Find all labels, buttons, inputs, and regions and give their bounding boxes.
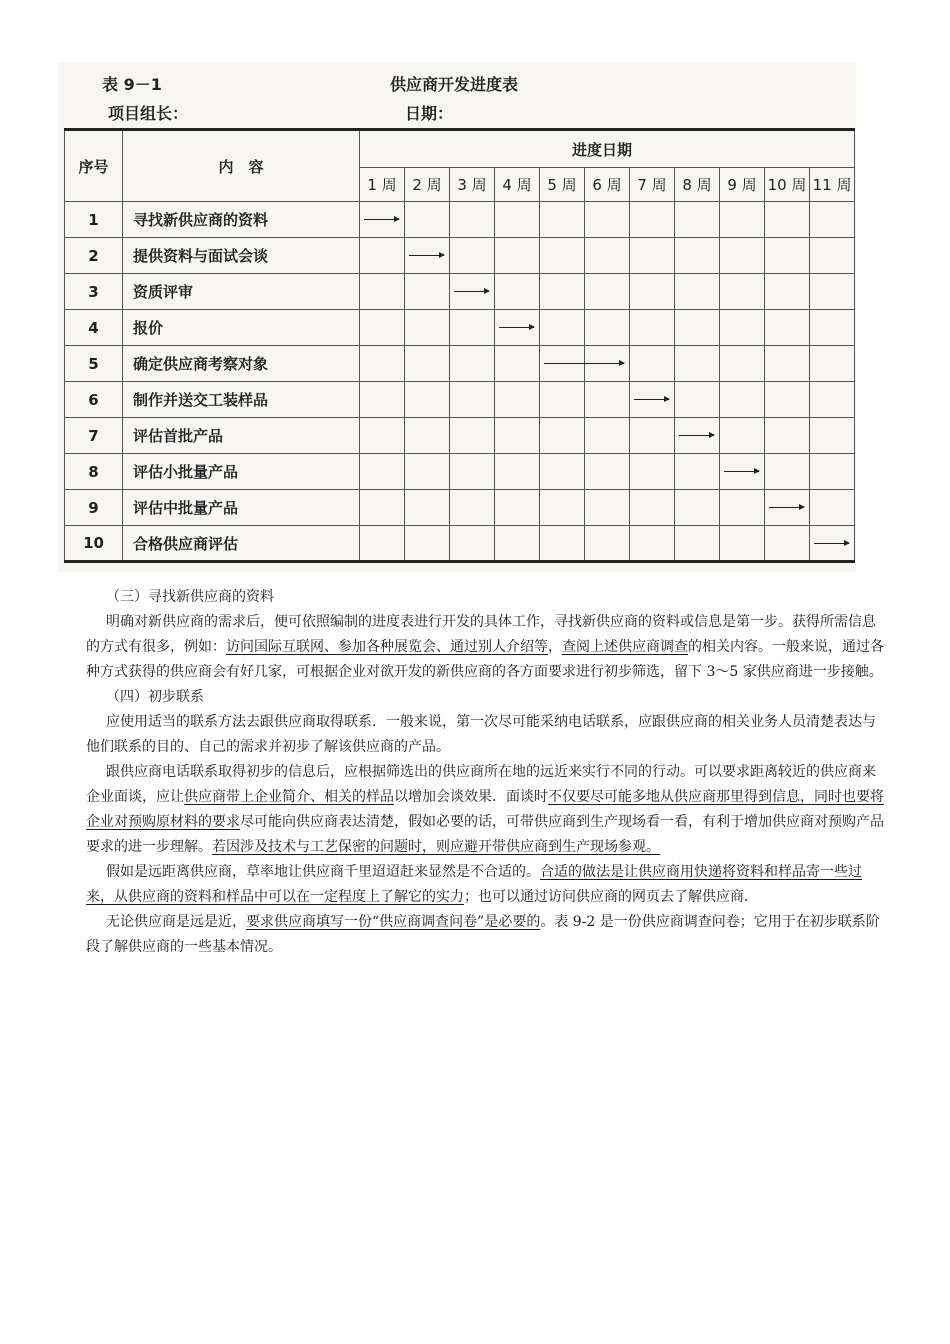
row-task: 评估中批量产品 (123, 490, 360, 526)
row-task: 合格供应商评估 (123, 526, 360, 562)
body-text (86, 585, 886, 960)
week-cell (810, 418, 855, 454)
week-cell (810, 202, 855, 238)
progress-arrow (814, 543, 849, 544)
week-cell (450, 418, 495, 454)
week-cell (720, 490, 765, 526)
week-cell (540, 382, 585, 418)
week-cell (360, 454, 405, 490)
week-cell (630, 202, 675, 238)
week-cell (675, 418, 720, 454)
week-cell (405, 382, 450, 418)
week-cell (405, 238, 450, 274)
week-cell (540, 346, 585, 382)
week-cell (585, 418, 630, 454)
week-header: 5 周 (540, 168, 585, 202)
week-cell (405, 274, 450, 310)
week-cell (450, 202, 495, 238)
week-cell (810, 310, 855, 346)
underline-express: 合适的做法是让供应商用快递将资料和样品寄一些过来，从供应商的资料和样品中可以在一定程度上了解它的实力 (86, 864, 862, 905)
week-cell (360, 346, 405, 382)
week-cell (540, 418, 585, 454)
week-cell (585, 346, 630, 382)
week-cell (405, 346, 450, 382)
week-cell (360, 526, 405, 562)
week-cell (405, 202, 450, 238)
table-number: 表 9－1 (102, 75, 162, 94)
progress-arrow (364, 219, 399, 220)
week-cell (765, 526, 810, 562)
week-cell (495, 346, 540, 382)
week-cell (630, 418, 675, 454)
week-cell (585, 454, 630, 490)
week-cell (360, 238, 405, 274)
week-cell (495, 490, 540, 526)
week-cell (540, 202, 585, 238)
week-cell (450, 274, 495, 310)
progress-arrow (634, 399, 669, 400)
week-cell (720, 274, 765, 310)
week-cell (450, 310, 495, 346)
week-cell (495, 274, 540, 310)
week-cell (720, 310, 765, 346)
row-number: 1 (65, 202, 123, 238)
table-row (65, 382, 855, 418)
table-row (65, 238, 855, 274)
section-3-paragraph: 明确对新供应商的需求后，便可依照编制的进度表进行开发的具体工作，寻找新供应商的资料或信息是第一步。获得所需信息的方式有很多，例如：访问国际互联网、参加各种展览会、通过别人介绍等，查阅上述供应商调查的相关内容。一般来说，通过各种方式获得的供应商会有好几家，可根据企业对欲开发的新供应商的各方面要求进行初步筛选，留下 3～5 家供应商进一步接触。 (86, 614, 884, 680)
week-cell (540, 490, 585, 526)
week-cell (405, 418, 450, 454)
week-cell (405, 454, 450, 490)
week-cell (540, 526, 585, 562)
week-cell (450, 490, 495, 526)
week-cell (810, 454, 855, 490)
week-cell (585, 310, 630, 346)
week-cell (765, 454, 810, 490)
week-cell (495, 526, 540, 562)
row-number: 7 (65, 418, 123, 454)
week-cell (495, 382, 540, 418)
week-cell (360, 418, 405, 454)
week-cell (765, 490, 810, 526)
week-cell (765, 418, 810, 454)
week-header: 11 周 (810, 168, 855, 202)
week-cell (810, 346, 855, 382)
week-cell (495, 202, 540, 238)
underline-survey: 查阅上述供应商调查 (562, 639, 688, 655)
week-cell (720, 526, 765, 562)
week-cell (585, 526, 630, 562)
week-cell (360, 202, 405, 238)
row-number: 3 (65, 274, 123, 310)
week-cell (585, 490, 630, 526)
week-cell (765, 382, 810, 418)
section-4-paragraph-4: 无论供应商是远是近，要求供应商填写一份“供应商调查问卷”是必要的。表 9-2 是一份供应商调查问卷；它用于在初步联系阶段了解供应商的一些基本情况。 (86, 914, 880, 955)
week-cell (720, 382, 765, 418)
week-cell (675, 202, 720, 238)
progress-arrow (454, 291, 489, 292)
week-cell (720, 202, 765, 238)
week-cell (585, 382, 630, 418)
week-cell (450, 238, 495, 274)
week-cell (675, 490, 720, 526)
week-cell (720, 418, 765, 454)
schedule-table (64, 128, 855, 563)
week-cell (810, 274, 855, 310)
week-header: 6 周 (585, 168, 630, 202)
section-4-title: （四）初步联系 (106, 689, 204, 705)
week-cell (495, 454, 540, 490)
table-row (65, 346, 855, 382)
week-header: 2 周 (405, 168, 450, 202)
week-cell (630, 526, 675, 562)
week-cell (585, 202, 630, 238)
progress-arrow (679, 435, 714, 436)
progress-arrow (499, 327, 534, 328)
week-cell (360, 382, 405, 418)
week-cell (540, 454, 585, 490)
week-cell (450, 382, 495, 418)
table-row (65, 418, 855, 454)
week-cell (360, 274, 405, 310)
week-header: 9 周 (720, 168, 765, 202)
week-cell (765, 238, 810, 274)
week-cell (810, 238, 855, 274)
week-cell (540, 310, 585, 346)
week-cell (630, 382, 675, 418)
row-task: 资质评审 (123, 274, 360, 310)
row-number: 6 (65, 382, 123, 418)
week-cell (675, 346, 720, 382)
row-number: 8 (65, 454, 123, 490)
underline-questionnaire: 要求供应商填写一份“供应商调查问卷”是必要的 (246, 914, 541, 930)
underline-requirements: 不仅要尽可能多地从供应商那里得到信息，同时也要将企业对预购原材料的要求 (86, 789, 884, 830)
row-number: 2 (65, 238, 123, 274)
table-row (65, 490, 855, 526)
week-cell (720, 238, 765, 274)
row-number: 5 (65, 346, 123, 382)
week-header: 8 周 (675, 168, 720, 202)
week-cell (360, 490, 405, 526)
week-cell (675, 526, 720, 562)
row-number: 10 (65, 526, 123, 562)
week-cell (765, 274, 810, 310)
row-task: 评估首批产品 (123, 418, 360, 454)
table-row (65, 310, 855, 346)
week-cell (675, 454, 720, 490)
row-task: 报价 (123, 310, 360, 346)
week-header: 1 周 (360, 168, 405, 202)
week-cell (495, 310, 540, 346)
section-3-title: （三）寻找新供应商的资料 (106, 589, 274, 605)
week-cell (765, 202, 810, 238)
row-task: 寻找新供应商的资料 (123, 202, 360, 238)
week-cell (630, 454, 675, 490)
week-cell (495, 418, 540, 454)
week-header: 4 周 (495, 168, 540, 202)
week-cell (405, 526, 450, 562)
progress-arrow (724, 471, 759, 472)
week-cell (720, 346, 765, 382)
week-cell (585, 274, 630, 310)
week-cell (630, 274, 675, 310)
underline-channels: 访问国际互联网、参加各种展览会、通过别人介绍等 (226, 639, 548, 655)
week-cell (810, 526, 855, 562)
section-4-paragraph-2: 跟供应商电话联系取得初步的信息后，应根据筛选出的供应商所在地的远近来实行不同的行动。可以要求距离较近的供应商来企业面谈，应让供应商带上企业简介、相关的样品以增加会谈效果．面谈时不仅要尽可能多地从供应商那里得到信息，同时也要将企业对预购原材料的要求尽可能向供应商表达清楚，假如必要的话，可带供应商到生产现场看一看，有利于增加供应商对预购产品要求的进一步理解。若因涉及技术与工艺保密的问题时，则应避开带供应商到生产现场参观。 (86, 764, 884, 855)
week-cell (405, 490, 450, 526)
week-cell (540, 238, 585, 274)
row-task: 制作并送交工装样品 (123, 382, 360, 418)
underline-confidential: 若因涉及技术与工艺保密的问题时，则应避开带供应商到生产现场参观。 (212, 839, 660, 855)
week-cell (675, 310, 720, 346)
table-row (65, 202, 855, 238)
week-header: 3 周 (450, 168, 495, 202)
week-cell (810, 382, 855, 418)
table-row (65, 454, 855, 490)
project-leader-label: 项目组长： (108, 104, 189, 123)
week-cell (630, 490, 675, 526)
week-cell (360, 310, 405, 346)
week-cell (765, 346, 810, 382)
week-cell (495, 238, 540, 274)
progress-arrow (769, 507, 804, 508)
header-no: 序号 (65, 130, 123, 202)
week-cell (675, 382, 720, 418)
week-cell (675, 238, 720, 274)
week-cell (675, 274, 720, 310)
table-row (65, 526, 855, 562)
week-cell (810, 490, 855, 526)
section-4-paragraph-3: 假如是远距离供应商，草率地让供应商千里迢迢赶来显然是不合适的。合适的做法是让供应商用快递将资料和样品寄一些过来，从供应商的资料和样品中可以在一定程度上了解它的实力；也可以通过访问供应商的网页去了解供应商． (86, 864, 862, 905)
table-title: 供应商开发进度表 (390, 75, 519, 94)
row-number: 9 (65, 490, 123, 526)
week-header: 7 周 (630, 168, 675, 202)
progress-arrow (409, 255, 444, 256)
week-cell (630, 310, 675, 346)
week-cell (765, 310, 810, 346)
week-cell (450, 454, 495, 490)
week-cell (540, 274, 585, 310)
week-cell (585, 238, 630, 274)
table-row (65, 274, 855, 310)
underline-samples: 供应商带上企业简介、相关的样品 (184, 789, 394, 805)
row-task: 提供资料与面试会谈 (123, 238, 360, 274)
week-cell (450, 346, 495, 382)
row-task: 确定供应商考察对象 (123, 346, 360, 382)
week-cell (630, 346, 675, 382)
week-header: 10 周 (765, 168, 810, 202)
row-number: 4 (65, 310, 123, 346)
header-progress: 进度日期 (360, 130, 855, 168)
row-task: 评估小批量产品 (123, 454, 360, 490)
date-label: 日期： (405, 104, 454, 123)
week-cell (630, 238, 675, 274)
week-cell (720, 454, 765, 490)
section-4-paragraph-1: 应使用适当的联系方法去跟供应商取得联系．一般来说，第一次尽可能采纳电话联系，应跟供应商的相关业务人员清楚表达与他们联系的目的、自己的需求并初步了解该供应商的产品。 (86, 714, 876, 755)
header-content: 内 容 (123, 130, 360, 202)
week-cell (405, 310, 450, 346)
week-cell (450, 526, 495, 562)
